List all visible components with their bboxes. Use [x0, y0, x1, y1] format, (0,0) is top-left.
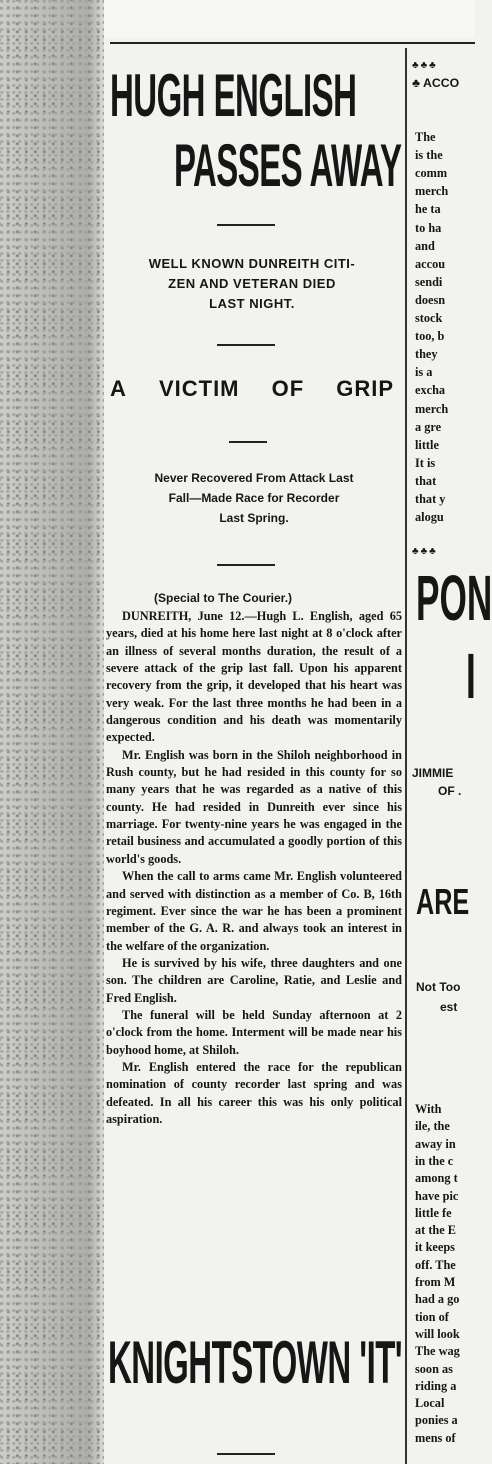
- right-column-line: Local: [415, 1396, 445, 1411]
- dash-rule: [217, 564, 275, 566]
- right-column-line: It is: [415, 455, 436, 470]
- right-column-line: ponies a: [415, 1413, 458, 1428]
- right-column-line: stock: [415, 311, 443, 325]
- right-column-line: accou: [415, 256, 446, 271]
- right-column-line: it keeps: [415, 1240, 455, 1255]
- headline-line-1: HUGH ENGLISH: [110, 62, 357, 129]
- dash-rule: [229, 441, 267, 443]
- right-column-line: had a go: [415, 1292, 460, 1307]
- article-body: [106, 608, 402, 1128]
- deck: [108, 468, 400, 528]
- right-deck-1: Not Too: [416, 980, 461, 994]
- right-column-line: is a: [415, 365, 433, 380]
- right-column-line: The wag: [415, 1344, 460, 1359]
- right-column-line: tion of: [415, 1309, 449, 1324]
- right-column-line: soon as: [415, 1361, 453, 1376]
- right-column: [410, 48, 492, 1464]
- right-column-line: little: [415, 437, 439, 452]
- victim-word: GRIP: [336, 376, 394, 401]
- right-column-line: little fe: [415, 1205, 452, 1220]
- right-column-line: excha: [415, 383, 446, 398]
- subhead-line-3: LAST NIGHT.: [209, 296, 295, 311]
- stars-ornament: ♣♣♣: [412, 546, 438, 557]
- subhead: [104, 254, 400, 314]
- right-column-line: a gre: [415, 419, 442, 434]
- right-column-line: to ha: [415, 220, 442, 235]
- dash-rule: [217, 344, 275, 346]
- special-credit: (Special to The Courier.): [154, 591, 293, 605]
- right-column-line: mens of: [415, 1430, 456, 1445]
- right-column-line: have pic: [415, 1188, 459, 1203]
- right-column-line: The: [415, 130, 436, 144]
- right-column-line: that y: [415, 492, 446, 506]
- right-column-line: and: [415, 238, 435, 253]
- deck-line-1: Never Recovered From Attack Last: [154, 471, 354, 485]
- paragraph: Mr. English entered the race for the republican nomination of county recorder last spring and was defeated. In all his career this was his only political aspiration.: [106, 1059, 402, 1126]
- right-headline-2: I: [466, 640, 476, 712]
- right-column-line: merch: [415, 401, 449, 416]
- column-top-rule: [110, 42, 475, 44]
- victim-word: VICTIM: [158, 376, 240, 401]
- right-column-line: at the E: [415, 1223, 456, 1238]
- right-column-line: that: [415, 473, 437, 488]
- right-column-line: in the c: [415, 1153, 454, 1168]
- right-column-line: is the: [415, 148, 443, 163]
- next-article-headline: KNIGHTSTOWN 'IT': [108, 1329, 403, 1396]
- right-deck-2: est: [440, 1000, 458, 1014]
- right-column-line: he ta: [415, 202, 441, 217]
- dash-rule: [217, 1453, 275, 1455]
- subhead-line-2: ZEN AND VETERAN DIED: [168, 276, 336, 291]
- second-deck-headline: [104, 376, 400, 402]
- right-column-line: doesn: [415, 292, 446, 307]
- right-column-line: With: [415, 1102, 442, 1116]
- column-divider: [405, 48, 407, 1464]
- right-column-line: ile, the: [415, 1119, 450, 1134]
- right-column-line: away in: [415, 1136, 456, 1151]
- right-column-line: off. The: [415, 1257, 456, 1272]
- victim-word: OF: [271, 376, 305, 401]
- right-column-line: too, b: [415, 329, 445, 344]
- right-sub-2: OF .: [438, 784, 462, 798]
- right-column-line: riding a: [415, 1378, 457, 1393]
- right-column-line: alogu: [415, 510, 444, 525]
- paragraph: He is survived by his wife, three daughters and one son. The children are Caroline, Ratie, and Leslie and Fred English.: [106, 955, 402, 1005]
- dash-rule: [217, 224, 275, 226]
- deck-line-2: Fall—Made Race for Recorder: [168, 491, 340, 505]
- right-headline-1: PON: [416, 562, 492, 634]
- right-column-line: will look: [415, 1326, 460, 1341]
- subhead-line-1: WELL KNOWN DUNREITH CITI-: [148, 256, 356, 271]
- right-sub-1: JIMMIE: [412, 766, 454, 780]
- right-column-label: ♣ ACCO: [412, 76, 460, 90]
- right-column-line: from M: [415, 1275, 456, 1289]
- paragraph: DUNREITH, June 12.—Hugh L. English, aged 65 years, died at his home here last night at 8 o'clock after an illness of several months duration, the result of a severe attack of the grip last fall. Upon his apparent recovery from the grip, it developed that his heart was very weak. For the last three months he had been in a dangerous condition and his death was momentarily expected.: [106, 609, 402, 745]
- deck-line-3: Last Spring.: [219, 511, 289, 525]
- stars-ornament: ♣♣♣: [412, 60, 438, 71]
- paragraph: When the call to arms came Mr. English volunteered and served with distinction as a member of Co. B, 16th regiment. Ever since the war he has been a prominent member of the G. A. R. and always took an interest in the welfare of the organization.: [106, 869, 402, 953]
- right-column-line: merch: [415, 184, 449, 199]
- right-column-line: among t: [415, 1171, 458, 1186]
- right-column-line: sendi: [415, 274, 443, 289]
- right-headline-3: ARE: [416, 881, 470, 922]
- scan-shadow-margin: [0, 0, 104, 1464]
- main-article: [104, 48, 404, 1464]
- right-column-line: comm: [415, 166, 448, 181]
- paragraph: Mr. English was born in the Shiloh neighborhood in Rush county, but he had resided in this county for so many years that he was regarded as a native of this county. He had resided in Dunreith ever since his marriage. For twenty-nine years he was engaged in the retail business and accumulated a goodly portion of this world's goods.: [106, 747, 402, 866]
- paragraph: The funeral will be held Sunday afternoon at 2 o'clock from the home. Interment will be made near his boyhood home, at Shiloh.: [106, 1007, 402, 1057]
- victim-word: A: [110, 376, 127, 401]
- headline-line-2: PASSES AWAY: [174, 132, 402, 199]
- right-column-line: they: [415, 347, 438, 362]
